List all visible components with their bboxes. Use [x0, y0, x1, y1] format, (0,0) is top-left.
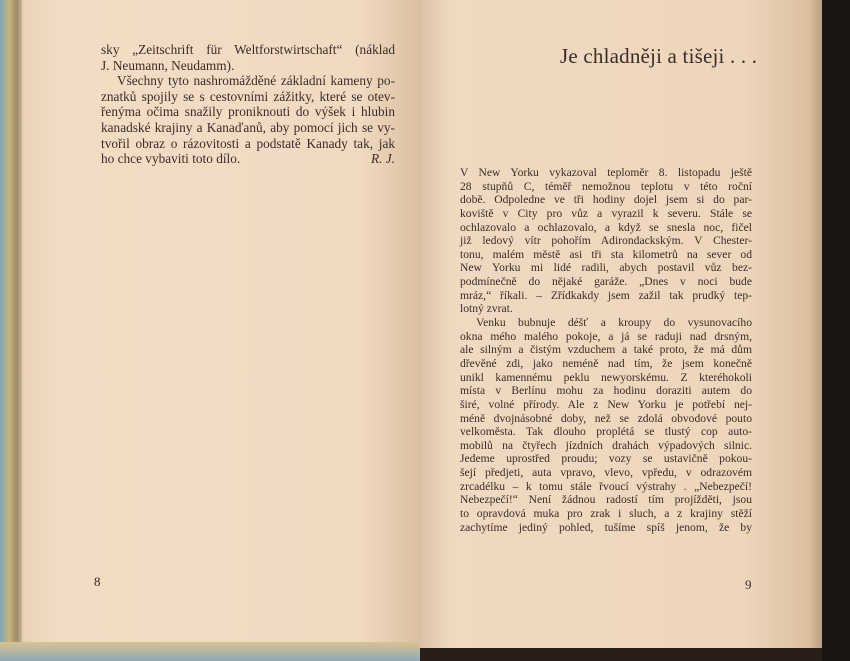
text-line: mráz,“ říkali. – Zřídkakdy jsem zažil tak prudký tep- — [460, 288, 752, 302]
text-line: tvořil obraz o rázovitosti a podstatě Kanady tak, jak — [101, 135, 395, 151]
text-line: ochlazovalo a ochlazovalo, a když se snesla noc, fičel — [460, 220, 752, 234]
text-line: Nebezpečí!“ Není žádnou radostí tím projížděti, jsou — [460, 493, 752, 507]
text-line: 28 stupňů C, téměř nemožnou teplotu v této roční — [460, 179, 752, 193]
page-number-left: 8 — [94, 574, 101, 589]
text-line: Všechny tyto nashromážděné základní kameny po- — [117, 73, 395, 89]
text-line: tonu, malém městě asi tři sta kilometrů na sever od — [460, 247, 752, 261]
text-line: místa v Berlínu mohu za hodinu doraziti autem do — [460, 384, 752, 398]
right-page-text — [460, 166, 752, 534]
text-line: zrcadélku – k tomu stále řvoucí výstrahy . „Nebezpečí! — [460, 479, 752, 493]
chapter-title: Je chladněji a tišeji . . . — [560, 44, 758, 68]
text-line: ho chce vybaviti toto dílo. — [101, 151, 241, 167]
text-line: V New Yorku vykazoval teploměr 8. listopadu ještě — [460, 166, 752, 179]
text-line: širé, volné přírody. Ale z New Yorku je potřebí nej- — [460, 397, 752, 411]
book-cover-bottom-edge — [0, 642, 420, 661]
text-line: Venku bubnuje déšť a kroupy do vysunovacího — [476, 316, 752, 330]
text-line: kanadské krajiny a Kanaďanů, aby pomocí jich se vy- — [101, 119, 395, 135]
text-line: sky „Zeitschrift für Weltforstwirtschaft“ (náklad — [101, 42, 395, 57]
text-line: znatků spojily se s cestovními zážitky, které se otev- — [101, 88, 395, 104]
text-line: řenýma očima snažily proniknouti do výšek i hlubin — [101, 104, 395, 120]
text-line: již ledový vítr pohořím Adirondackským. V Chester- — [460, 234, 752, 248]
text-line: zachytíme jediný pohled, tušíme spíš jenom, že by — [460, 520, 752, 534]
text-line: to opravdová muka pro zrak i sluch, a z krajiny stěží — [460, 507, 752, 521]
text-line: velkoměsta. Tak dlouho proplétá se tlustý cop auto- — [460, 425, 752, 439]
left-page-text — [101, 42, 395, 167]
text-line: době. Odpoledne ve tři hodiny dojel jsem si do par- — [460, 193, 752, 207]
text-line: ale silným a čistým vzduchem a také proto, že má dům — [460, 343, 752, 357]
text-line: dřevěné zdi, jako neméně nad tím, že jsem konečně — [460, 356, 752, 370]
page-number-right: 9 — [745, 577, 752, 592]
text-line: mobilů na čtyřech jízdních drahách výpadových silnic. — [460, 438, 752, 452]
author-signature: R. J. — [371, 151, 395, 167]
text-line: unikl kamennému peklu newyorskému. Z kteréhokoli — [460, 370, 752, 384]
book-cover-edge — [0, 0, 24, 661]
background-edge — [822, 0, 850, 661]
text-line: šejí předjeti, auta vpravo, vlevo, vpředu, v odrazovém — [460, 466, 752, 480]
text-line: New Yorku mi lidé radili, abych postavil vůz bez- — [460, 261, 752, 275]
text-line: Jedeme uprostřed proudu; vozy se ustavičně pokou- — [460, 452, 752, 466]
text-line: podmínečně do nějaké garáže. „Dnes v noci bude — [460, 275, 752, 289]
text-line: méně dvojnásobné doby, než se zdolá obvodové pouto — [460, 411, 752, 425]
text-line: lotný zvrat. — [460, 302, 513, 316]
text-line: okna mého malého pokoje, a já se raduji nad drsným, — [460, 329, 752, 343]
text-line: koviště v City pro vůz a vyrazil k severu. Stále se — [460, 206, 752, 220]
text-line: J. Neumann, Neudamm). — [101, 57, 235, 73]
